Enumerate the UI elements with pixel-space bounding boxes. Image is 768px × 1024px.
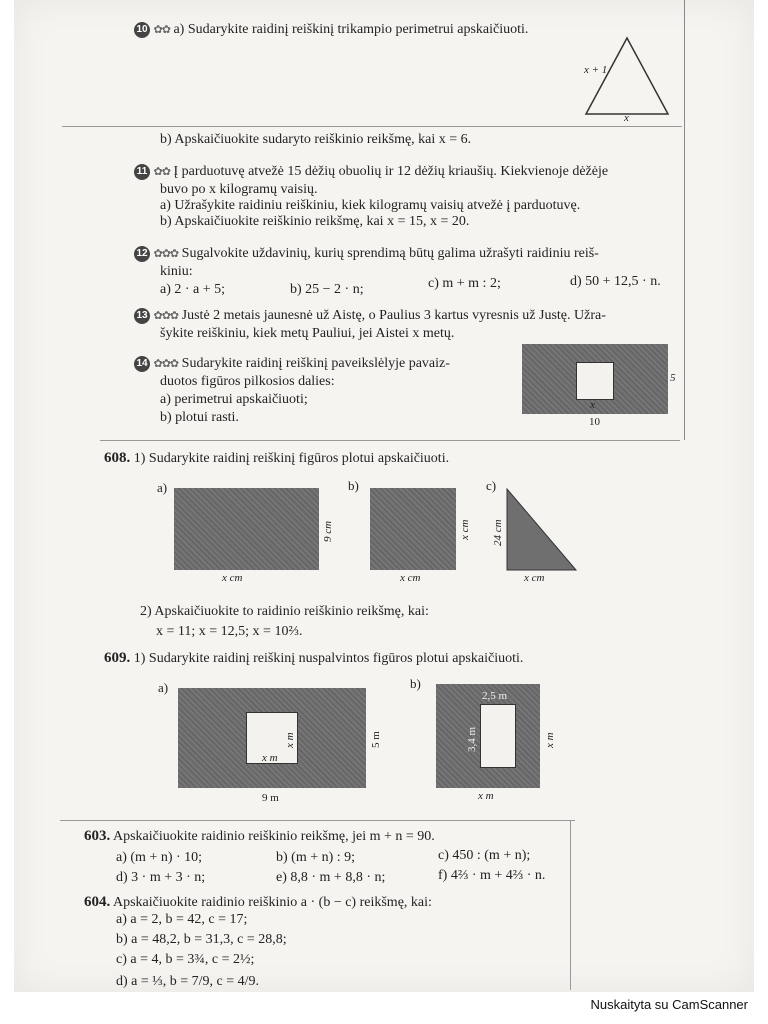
question-text: 1) Sudarykite raidinį reiškinį figūros plotui apskaičiuoti.: [133, 451, 450, 466]
exercise-12-line1: [134, 246, 599, 262]
exercise-14-line2: duotos figūros pilkosios dalies:: [160, 374, 335, 389]
exercise-609-q1: [104, 650, 523, 667]
exercise-13-line1: [134, 308, 606, 324]
square-height-label: x cm: [459, 519, 471, 540]
square-width-label: x m: [478, 790, 494, 802]
figure-label-a: a): [157, 480, 168, 495]
square-height-label: x m: [544, 732, 556, 748]
figure-width-label: 10: [589, 416, 600, 428]
exercise-11-line1: [134, 164, 608, 180]
exercise-number: 608.: [104, 450, 131, 466]
hole-side-label: 3,4 m: [466, 726, 478, 752]
exercise-608-q1: [104, 450, 449, 467]
exercise-11-b: b) Apskaičiuokite reiškinio reikšmę, kai x = 15, x = 20.: [160, 214, 470, 229]
difficulty-icon: ✿✿✿: [153, 358, 179, 370]
hole-top-label: 2,5 m: [482, 690, 508, 702]
exercise-603-b: b) (m + n) : 9;: [276, 850, 356, 865]
exercise-12-b: b) 25 − 2 · n;: [290, 282, 364, 297]
exercise-number-badge: 11: [134, 164, 150, 180]
question-text: a) Sudarykite raidinį reiškinį trikampio perimetrui apskaičiuoti.: [173, 22, 529, 38]
divider: [60, 820, 575, 821]
exercise-number-badge: 14: [134, 356, 150, 372]
exercise-14-a: a) perimetrui apskaičiuoti;: [160, 392, 308, 407]
margin-line: [684, 0, 685, 440]
exercise-608-q2: 2) Apskaičiuokite to raidinio reiškinio reikšmę, kai:: [140, 604, 429, 619]
hole-width-label: x m: [262, 752, 278, 764]
square-width-label: x cm: [400, 572, 421, 584]
question-text: Į parduotuvę atvežė 15 dėžių obuolių ir 12 dėžių kriaušių. Kiekvienoje dėžėje: [173, 164, 609, 180]
exercise-number: 603.: [84, 828, 111, 844]
question-text: Justė 2 metais jaunesnė už Aistę, o Paulius 3 kartus vyresnis už Justę. Užra-: [181, 308, 606, 324]
exercise-604-q: [84, 894, 432, 911]
figure-height-label: 5: [670, 372, 676, 384]
right-triangle-figure: [506, 488, 578, 572]
exercise-603-a: a) (m + n) · 10;: [116, 850, 203, 865]
exercise-11-line2: buvo po x kilogramų vaisių.: [160, 182, 318, 197]
exercise-10-a: [134, 22, 528, 38]
rect-width-label: x cm: [222, 572, 243, 584]
question-text: Apskaičiuokite raidinio reiškinio reikšmę, jei m + n = 90.: [112, 829, 435, 844]
exercise-604-b: b) a = 48,2, b = 31,3, c = 28,8;: [116, 932, 287, 947]
rectangle-figure: [174, 488, 319, 570]
exercise-12-c: c) m + m : 2;: [428, 276, 501, 291]
hole-side-label: x: [590, 399, 595, 411]
exercise-number-badge: 13: [134, 308, 150, 324]
exercise-13-line2: šykite reiškiniu, kiek metų Pauliui, jei Aistei x metų.: [160, 326, 455, 341]
exercise-608-values: x = 11; x = 12,5; x = 10⅔.: [156, 624, 303, 639]
exercise-number-badge: 12: [134, 246, 150, 262]
question-text: 1) Sudarykite raidinį reiškinį nuspalvintos figūros plotui apskaičiuoti.: [133, 651, 524, 666]
exercise-10-b: b) Apskaičiuokite sudaryto reiškinio reikšmę, kai x = 6.: [160, 132, 472, 147]
exercise-604-d: d) a = ⅓, b = 7/9, c = 4/9.: [116, 974, 260, 989]
question-text: Sugalvokite uždavinių, kurių sprendimą būtų galima užrašyti raidiniu reiš-: [181, 246, 599, 262]
hole-height-label: x m: [284, 732, 296, 748]
triangle-height-label: 24 cm: [492, 519, 504, 546]
exercise-603-e: e) 8,8 · m + 8,8 · n;: [276, 870, 386, 885]
exercise-603-f: f) 4⅔ · m + 4⅔ · n.: [438, 868, 546, 883]
question-text: Sudarykite raidinį reiškinį paveikslėlyje pavaiz-: [181, 356, 450, 372]
difficulty-icon: ✿✿: [153, 24, 170, 36]
figure-label-b: b): [410, 676, 421, 691]
exercise-14-line1: [134, 356, 450, 372]
exercise-14-b: b) plotui rasti.: [160, 410, 239, 425]
exercise-603-d: d) 3 · m + 3 · n;: [116, 870, 206, 885]
rect-height-label: 9 cm: [322, 520, 334, 542]
square-hole: [576, 362, 614, 400]
triangle-shape: [586, 38, 668, 114]
triangle-figure: [580, 34, 675, 122]
exercise-604-a: a) a = 2, b = 42, c = 17;: [116, 912, 248, 927]
scanner-watermark: Nuskaityta su CamScanner: [590, 997, 748, 1012]
exercise-11-a: a) Užrašykite raidiniu reiškiniu, kiek kilogramų vaisių atvežė į parduotuvę.: [160, 198, 581, 213]
exercise-12-a: a) 2 · a + 5;: [160, 282, 226, 297]
figure-label-c: c): [486, 478, 497, 493]
triangle-width-label: x cm: [524, 572, 545, 584]
triangle-base-label: x: [624, 112, 629, 124]
exercise-number-badge: 10: [134, 22, 150, 38]
difficulty-icon: ✿✿✿: [153, 248, 179, 260]
exercise-603-c: c) 450 : (m + n);: [438, 848, 531, 863]
triangle-side-label: x + 1: [584, 64, 608, 76]
exercise-number: 604.: [84, 894, 111, 910]
exercise-12-d: d) 50 + 12,5 · n.: [570, 274, 661, 289]
rect-width-label: 9 m: [262, 792, 279, 804]
divider: [62, 126, 682, 127]
figure-label-a: a): [158, 680, 169, 695]
right-triangle-shape: [507, 489, 576, 570]
divider: [100, 440, 680, 441]
rect-height-label: 5 m: [370, 731, 382, 748]
box-line: [570, 820, 571, 990]
square-figure: [370, 488, 456, 570]
exercise-12-line2: kiniu:: [160, 264, 193, 279]
exercise-603-q: [84, 828, 435, 845]
figure-label-b: b): [348, 478, 359, 493]
exercise-number: 609.: [104, 650, 131, 666]
difficulty-icon: ✿✿: [153, 166, 170, 178]
exercise-604-c: c) a = 4, b = 3¾, c = 2½;: [116, 952, 255, 967]
difficulty-icon: ✿✿✿: [153, 310, 179, 322]
question-text: Apskaičiuokite raidinio reiškinio a · (b − c) reikšmę, kai:: [112, 895, 432, 910]
rectangle-hole: [480, 704, 516, 768]
